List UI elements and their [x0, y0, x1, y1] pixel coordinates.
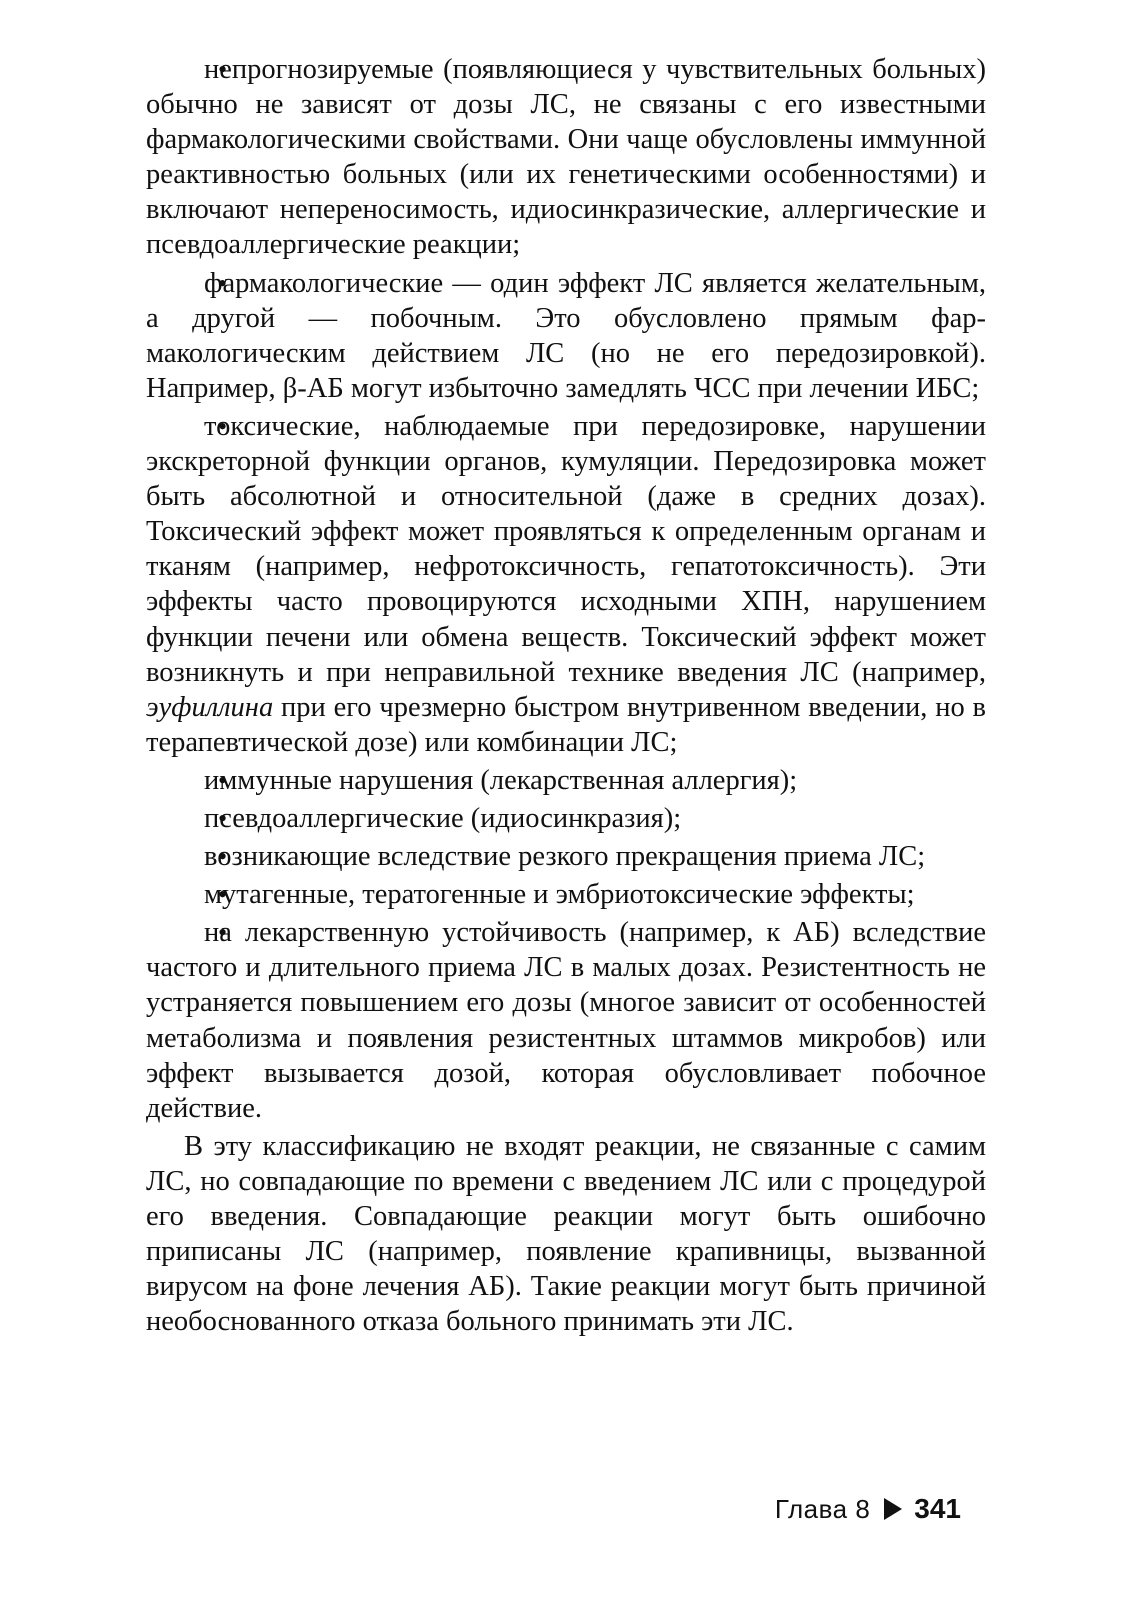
list-item-unpredictable [146, 52, 986, 263]
list-item-text: непрогнозируемые (появляющиеся у чувствительных больных) обычно не зависят от дозы ЛС, не связаны с его известными фармакологическими свойствами. Они чаще обусловлены иммунной реактивностью больных (или их генетическими особенностями) и включают непереносимость, идиосинкразические, аллергические и псевдоаллергические реакции; [146, 54, 986, 261]
right-triangle-icon [884, 1498, 902, 1520]
list-item-text: на лекарственную устойчивость (например, к АБ) вследствие частого и длительного приема ЛС в малых дозах. Резистентность не устраняется повышением его дозы (многое зависит от особенностей метаболизма и появления резистентных штаммов микробов) или эффект вызывается дозой, которая обусловливает побочное действие. [146, 917, 986, 1124]
list-item-text: псевдоаллергические (идиосинкразия); [204, 802, 682, 834]
closing-paragraph: В эту классификацию не входят реакции, не связанные с самим ЛС, но совпадающие по времени с введением ЛС или с процедурой его введения. Совпадающие реакции могут быть ошибочно приписаны ЛС (например, появление крапивницы, вызванной вирусом на фоне лечения АБ). Такие реакции могут быть причиной необоснованного отказа больного принимать эти ЛС. [146, 1130, 986, 1338]
list-item-text-after: при его чрезмерно быстром внутривенном введении, но в терапевтической дозе) или комбинации ЛС; [146, 691, 986, 758]
list-item-resistance [146, 915, 986, 1126]
list-item-text: возникающие вследствие резкого прекращения приема ЛС; [204, 841, 926, 873]
list-item-text: иммунные нарушения (лекарственная аллергия); [204, 764, 798, 796]
list-item-mutagenic [146, 877, 986, 912]
list-item-text-before: токсические, наблюдаемые при передозировке, нарушении экскреторной функции органов, кумуляции. Передозировка может быть абсолютной и относительной (даже в средних дозах). Токсический эффект может проявляться к определенным органам и тканям (например, нефротоксичность, гепатотоксичность). Эти эффекты часто провоцируются исходными ХПН, нарушением функции печени или обмена веществ. Токсический эффект может возникнуть и при неправильной технике введения ЛС (например, [146, 410, 986, 688]
list-item-withdrawal [146, 839, 986, 874]
list-item-text: мутагенные, тератогенные и эмбриотоксические эффекты; [204, 879, 915, 911]
list-item-immune [146, 763, 986, 798]
list-item-pharmacological [146, 266, 986, 406]
page-body [146, 52, 986, 1342]
drug-name-italic: эуфиллина [146, 691, 274, 723]
page-footer [775, 1493, 961, 1525]
page-number: 341 [914, 1493, 961, 1524]
list-item-text: фармакологические — один эффект ЛС является желательным, а другой — побочным. Это обусловлено прямым фармакологическим действием ЛС (но не его передозировкой). Например, β-АБ могут избыточно замедлять ЧСС при лечении ИБС; [146, 267, 986, 404]
chapter-label: Глава 8 [774, 1493, 871, 1524]
list-item-toxic [146, 409, 986, 760]
list-item-pseudoallergic [146, 801, 986, 836]
